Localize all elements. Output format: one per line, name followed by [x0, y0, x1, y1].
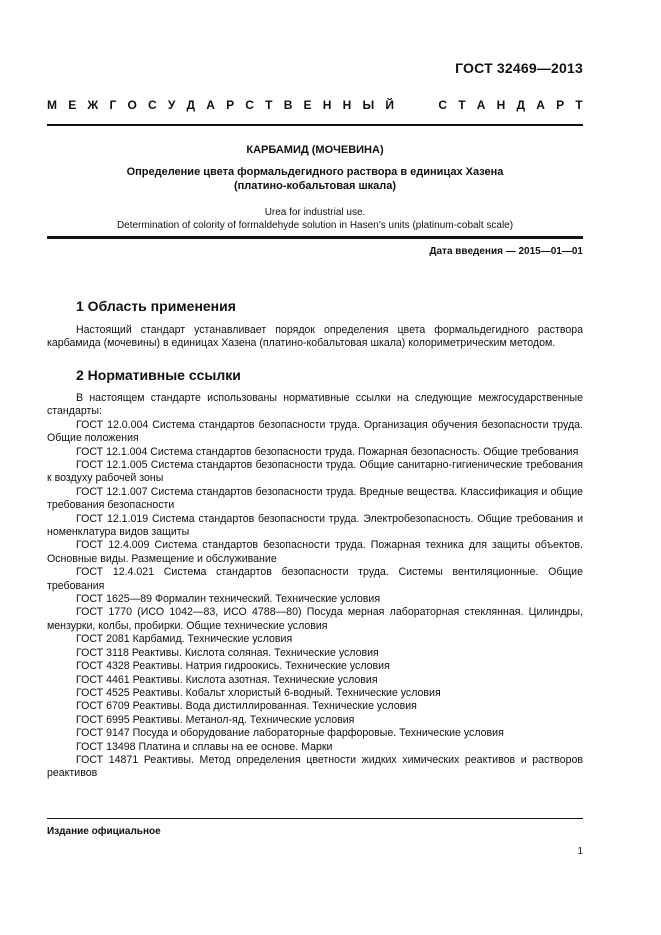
reference-item: ГОСТ 2081 Карбамид. Технические условия	[76, 633, 293, 646]
reference-item: ГОСТ 12.0.004 Система стандартов безопасности труда. Организация обучения безопасности труда. Общие положения	[47, 418, 583, 445]
reference-item: ГОСТ 12.4.009 Система стандартов безопасности труда. Пожарная техника для защиты объектов. Основные виды. Размещение и обслуживание	[47, 539, 583, 565]
reference-item: ГОСТ 4525 Реактивы. Кобальт хлористый 6-водный. Технические условия	[76, 686, 441, 699]
heading-letter: Е	[303, 98, 312, 112]
heading-letter: Ы	[362, 98, 375, 112]
standard-type-heading	[47, 98, 583, 112]
reference-item: ГОСТ 12.1.007 Система стандартов безопасности труда. Вредные вещества. Классификация и общие требования безопасности	[47, 485, 583, 512]
reference-item: ГОСТ 1625—89 Формалин технический. Технические условия	[76, 593, 381, 606]
document-code: ГОСТ 32469—2013	[455, 60, 583, 76]
official-edition-label: Издание официальное	[47, 826, 161, 837]
heading-letter: Т	[458, 98, 466, 112]
heading-letter: Р	[226, 98, 235, 112]
heading-letter: С	[438, 98, 448, 112]
heading-letter: Д	[186, 98, 196, 112]
section-2-intro: В настоящем стандарте использованы нормативные ссылки на следующие межгосударственные стандарты:	[47, 392, 583, 418]
section-1-heading: 1 Область применения	[76, 298, 236, 314]
reference-item: ГОСТ 6709 Реактивы. Вода дистиллированная. Технические условия	[76, 700, 417, 713]
reference-item: ГОСТ 12.4.021 Система стандартов безопасности труда. Системы вентиляционные. Общие требования	[47, 566, 583, 592]
heading-letter: Р	[556, 98, 565, 112]
reference-item: ГОСТ 6995 Реактивы. Метанол-яд. Технические условия	[76, 713, 355, 726]
standard-subtitle	[47, 165, 583, 193]
title-bottom-divider	[47, 236, 583, 239]
heading-letter: Й	[385, 98, 395, 112]
reference-item: ГОСТ 12.1.004 Система стандартов безопасности труда. Пожарная безопасность. Общие требования	[76, 445, 579, 458]
heading-letter: Т	[265, 98, 273, 112]
heading-letter: О	[127, 98, 137, 112]
reference-item: ГОСТ 9147 Посуда и оборудование лабораторные фарфоровые. Технические условия	[76, 727, 504, 740]
english-title	[47, 206, 583, 232]
subtitle-line: (платино-кобальтовая шкала)	[233, 180, 397, 192]
subtitle-line: Определение цвета формальдегидного раствора в единицах Хазена	[126, 166, 504, 178]
product-title: КАРБАМИД (МОЧЕВИНА)	[246, 144, 384, 156]
reference-item: ГОСТ 4328 Реактивы. Натрия гидроокись. Технические условия	[76, 660, 390, 673]
word-gap	[405, 98, 427, 112]
reference-item: ГОСТ 14871 Реактивы. Метод определения цветности жидких химических реактивов и растворов реактивов	[47, 753, 583, 780]
heading-letter: С	[147, 98, 157, 112]
heading-letter: Т	[575, 98, 583, 112]
introduction-date: Дата введения — 2015—01—01	[429, 246, 583, 257]
english-title-line: Determination of colority of formaldehyde solution in Hasen’s units (platinum-cobalt scale)	[116, 220, 514, 231]
heading-letter: Ж	[87, 98, 99, 112]
heading-letter: У	[167, 98, 176, 112]
heading-letter: С	[245, 98, 254, 112]
heading-letter: В	[283, 98, 293, 112]
heading-letter: Д	[516, 98, 526, 112]
reference-item: ГОСТ 12.1.019 Система стандартов безопасности труда. Электробезопасность. Общие требования и номенклатура видов защиты	[47, 512, 583, 539]
section-1-paragraph: Настоящий стандарт устанавливает порядок определения цвета формальдегидного раствора карбамида (мочевины) в единицах Хазена (платино-кобальтовая шкала) колориметрическим методом.	[47, 324, 583, 350]
heading-letter: А	[536, 98, 545, 112]
reference-item: ГОСТ 3118 Реактивы. Кислота соляная. Технические условия	[76, 646, 379, 659]
heading-letter: А	[476, 98, 486, 112]
top-divider	[47, 124, 583, 126]
normative-references-list	[47, 419, 583, 781]
heading-letter: Н	[322, 98, 332, 112]
heading-letter: Н	[342, 98, 352, 112]
page-number: 1	[577, 846, 583, 857]
reference-item: ГОСТ 13498 Платина и сплавы на ее основе. Марки	[76, 740, 333, 753]
heading-letter: Г	[109, 98, 117, 112]
footer-divider	[47, 818, 583, 819]
section-2-heading: 2 Нормативные ссылки	[76, 367, 241, 383]
heading-letter: А	[206, 98, 215, 112]
reference-item: ГОСТ 1770 (ИСО 1042—83, ИСО 4788—80) Посуда мерная лабораторная стеклянная. Цилиндры, мензурки, колбы, пробирки. Общие технические условия	[47, 606, 583, 632]
reference-item: ГОСТ 12.1.005 Система стандартов безопасности труда. Общие санитарно-гигиенические требования к воздуху рабочей зоны	[47, 459, 583, 485]
reference-item: ГОСТ 4461 Реактивы. Кислота азотная. Технические условия	[76, 673, 378, 686]
english-title-line: Urea for industrial use.	[264, 207, 366, 218]
heading-letter: М	[47, 98, 57, 112]
heading-letter: Н	[496, 98, 506, 112]
heading-letter: Е	[68, 98, 77, 112]
